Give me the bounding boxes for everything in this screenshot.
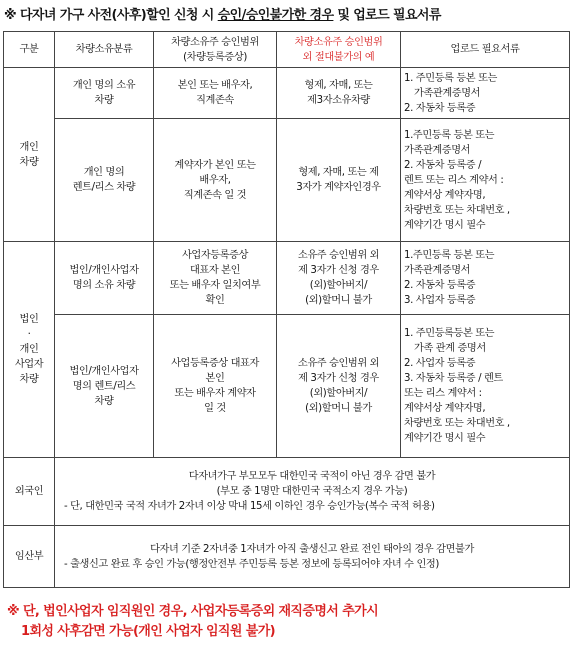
cell-vehicle: 법인/개인사업자 명의 렌트/리스 차량 bbox=[55, 315, 154, 458]
foreigner-note: 다자녀가구 부모모두 대한민국 국적이 아닌 경우 감면 불가 (부모 중 1명만 대한민국 국적소지 경우 가능) - 단, 대한민국 국적 자녀가 2자녀 이상 막내 15세 이하인 경우 승인가능(복수 국적 허용) bbox=[55, 458, 570, 526]
cell-docs: 1. 주민등록 등본 또는 가족관계증명서 2. 자동차 등록증 bbox=[401, 68, 570, 119]
requirements-table bbox=[3, 31, 570, 588]
group-foreigner: 외국인 bbox=[4, 458, 55, 526]
cell-vehicle: 개인 명의 소유 차량 bbox=[55, 68, 154, 119]
table-row bbox=[4, 242, 570, 315]
page-title: ※ 다자녀 가구 사전(사후)할인 신청 시 승인/승인불가한 경우 및 업로드 필요서류 bbox=[4, 8, 441, 23]
cell-excluded: 소유주 승인범위 외 제 3자가 신청 경우 (외)할아버지/ (외)할머니 불가 bbox=[277, 242, 401, 315]
header-gubun: 구분 bbox=[4, 32, 55, 68]
group-pregnant: 임산부 bbox=[4, 526, 55, 588]
cell-scope: 본인 또는 배우자, 직계존속 bbox=[154, 68, 277, 119]
table-row bbox=[4, 458, 570, 526]
cell-excluded: 소유주 승인범위 외 제 3자가 신청 경우 (외)할아버지/ (외)할머니 불가 bbox=[277, 315, 401, 458]
cell-docs: 1. 주민등록등본 또는 가족 관계 증명서 2. 사업자 등록증 3. 자동차 등록증 / 렌트 또는 리스 계약서 : 계약서상 계약자명, 차량번호 또는 차대번호 , 계약기간 명시 필수 bbox=[401, 315, 570, 458]
cell-excluded: 형제, 자매, 또는 제 3자가 계약자인경우 bbox=[277, 119, 401, 242]
cell-scope: 계약자가 본인 또는 배우자, 직계존속 일 것 bbox=[154, 119, 277, 242]
footnote bbox=[7, 602, 567, 642]
table-row bbox=[4, 68, 570, 119]
header-scope: 차량소유주 승인범위 (차량등록증상) bbox=[154, 32, 277, 68]
cell-scope: 사업자등록증상 대표자 본인 또는 배우자 일치여부 확인 bbox=[154, 242, 277, 315]
cell-excluded: 형제, 자매, 또는 제3자소유차량 bbox=[277, 68, 401, 119]
group-personal: 개인 차량 bbox=[4, 68, 55, 242]
table-row bbox=[4, 315, 570, 458]
header-row bbox=[4, 32, 570, 68]
table-row bbox=[4, 119, 570, 242]
table-row bbox=[4, 526, 570, 588]
header-vehicle: 차량소유분류 bbox=[55, 32, 154, 68]
pregnant-note: 다자녀 기준 2자녀중 1자녀가 아직 출생신고 완료 전인 태아의 경우 감면불가 - 출생신고 완료 후 승인 가능(행정안전부 주민등록 등본 정보에 등록되어야 자녀 수 인정) bbox=[55, 526, 570, 588]
cell-docs: 1.주민등록 등본 또는 가족관계증명서 2. 자동차 등록증 / 렌트 또는 리스 계약서 : 계약서상 계약자명, 차량번호 또는 차대번호 , 계약기간 명시 필수 bbox=[401, 119, 570, 242]
header-excluded: 차량소유주 승인범위 외 절대불가의 예 bbox=[277, 32, 401, 68]
group-corporate: 법인 · 개인 사업자 차량 bbox=[4, 242, 55, 458]
header-docs: 업로드 필요서류 bbox=[401, 32, 570, 68]
cell-vehicle: 법인/개인사업자 명의 소유 차량 bbox=[55, 242, 154, 315]
footnote-line: 1회성 사후감면 가능(개인 사업자 임직원 불가) bbox=[21, 624, 276, 639]
cell-scope: 사업등록증상 대표자 본인 또는 배우자 계약자 일 것 bbox=[154, 315, 277, 458]
cell-vehicle: 개인 명의 렌트/리스 차량 bbox=[55, 119, 154, 242]
footnote-line: ※ 단, 법인사업자 임직원인 경우, 사업자등록증외 재직증명서 추가시 bbox=[7, 604, 379, 619]
cell-docs: 1.주민등록 등본 또는 가족관계증명서 2. 자동차 등록증 3. 사업자 등록증 bbox=[401, 242, 570, 315]
